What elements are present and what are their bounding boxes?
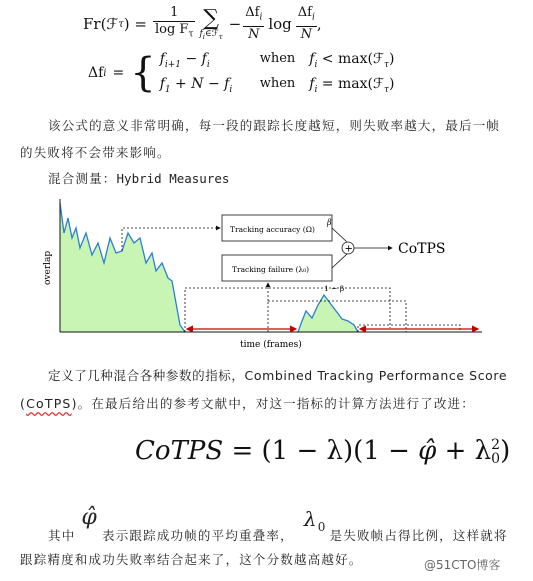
f1-frac1-num: 1 <box>153 5 195 22</box>
f2-cases <box>160 51 395 95</box>
overlap-area-1 <box>60 203 185 332</box>
f1-sum-sub-b: i <box>202 32 206 41</box>
f1-frac2-num-sub: i <box>259 12 263 23</box>
f2-case1-when: when <box>259 51 296 67</box>
f3-plus: + λ <box>436 436 492 466</box>
f1-frac1 <box>153 5 195 43</box>
f1-frac1-den-text: log F <box>154 22 189 38</box>
f1-sum-symbol: ∑ <box>203 5 219 31</box>
f2-c1-e1: f <box>159 51 165 68</box>
para3-end: 是失败帧占得比例，这样就将 <box>329 528 508 543</box>
failure-to-sum <box>332 253 348 268</box>
f2-c2-e1s: 1 <box>164 84 171 95</box>
f2-eq: = <box>112 65 125 81</box>
para2-line1: 定义了几种混合各种参数的指标，Combined Tracking Performance Score <box>48 368 508 383</box>
y-axis-label: overlap <box>43 250 53 285</box>
f1-frac2-den: N <box>248 26 260 42</box>
f1-sum-sub-c: ∈ℱ <box>205 28 219 39</box>
f2-case2 <box>160 76 395 95</box>
f1-sum-sub-a: f <box>199 28 203 39</box>
hybrid-heading-en: Hybrid Measures <box>116 171 230 186</box>
sum-node-plus: + <box>344 243 353 255</box>
f2-c2-c2s: τ <box>383 84 389 95</box>
f1-sum-sub-d: τ <box>218 32 223 41</box>
f2-c2-c1: f <box>309 76 315 92</box>
para3-line1 <box>20 500 530 544</box>
f1-frac3 <box>296 5 317 43</box>
f2-case1-cond <box>309 51 394 70</box>
f2-c1-e2s: i <box>206 60 210 70</box>
f2-case2-when: when <box>259 76 296 91</box>
para2-cotps-word: CoTPS <box>26 396 72 411</box>
f2-c1-c1s: i <box>314 60 318 70</box>
f1-frac3-num-text: Δf <box>297 5 312 21</box>
f1-frac2 <box>243 5 264 43</box>
para2-rest: )。在最后给出的参考文献中，对这一指标的计算方法进行了改进： <box>71 396 475 411</box>
f1-sum <box>199 5 223 41</box>
accuracy-to-sum <box>332 228 348 243</box>
hybrid-measures-heading <box>48 168 229 187</box>
f2-case2-expr <box>160 76 260 95</box>
f3-close: ) <box>500 436 511 466</box>
one-minus-beta-label: 1 − β <box>324 284 345 293</box>
hybrid-heading-cn: 混合测量： <box>48 171 117 186</box>
f2-c2-e2s: i <box>229 84 233 95</box>
f1-comma: , <box>316 15 322 33</box>
f2-case1-expr <box>160 51 260 70</box>
f3-lhs: CoTPS <box>135 436 224 466</box>
beta-label: β <box>327 218 332 227</box>
para1-line1: 该公式的意义非常明确，每一段的跟踪长度越短，则失败率越大，最后一帧 <box>48 118 501 133</box>
f1-lhs: Fr(ℱ <box>83 15 119 33</box>
f3-supsub <box>491 438 500 466</box>
f2-brace: { <box>130 50 156 96</box>
f1-log: log <box>268 15 292 33</box>
f2-case1 <box>160 51 395 70</box>
para3-lambda: λ <box>303 507 318 531</box>
f2-c2-e1: f <box>159 76 165 92</box>
f1-frac2-num-text: Δf <box>245 5 260 21</box>
box-tracking-accuracy-label: Tracking accuracy (Ω) <box>230 225 315 234</box>
para3-start: 其中 <box>48 528 76 543</box>
f2-c2-c1s: i <box>314 84 318 95</box>
para3-lambda-symbol <box>304 507 327 534</box>
f3-eq: = (1 − λ)(1 − <box>223 436 419 466</box>
para3-lambda-sub: 0 <box>317 520 327 534</box>
para3-phi-symbol: φ̂ <box>81 505 99 530</box>
f3-phi: φ̂ <box>418 436 437 466</box>
f2-c1-c1: f <box>309 51 315 68</box>
para3-line2: 跟踪精度和成功失败率结合起来了，这个分数越高越好。 <box>20 552 363 567</box>
f1-frac3-num <box>296 5 317 27</box>
f2-c1-c2s: τ <box>383 60 389 70</box>
para2-line2 <box>20 390 530 418</box>
para3-mid: 表示跟踪成功帧的平均重叠率， <box>102 528 294 543</box>
x-axis-label: time (frames) <box>240 340 302 350</box>
f3-sup: 2 <box>491 437 501 453</box>
watermark: @51CTO博客 <box>424 558 501 572</box>
f2-c1-c2: < max(ℱ <box>317 51 384 68</box>
f2-c1-e2: − f <box>181 51 207 68</box>
f1-frac2-num <box>243 5 264 27</box>
para2-open-paren: ( <box>20 396 27 411</box>
formula-delta-f <box>88 50 394 96</box>
f2-c1-e1s: i+1 <box>164 60 182 70</box>
f2-c2-e2: + N − f <box>170 76 230 92</box>
f1-frac3-num-sub: i <box>311 12 315 23</box>
f2-c2-c2: = max(ℱ <box>317 76 384 92</box>
f2-case2-cond <box>309 76 394 95</box>
hybrid-measures-diagram <box>30 193 500 353</box>
f2-c1-c3: ) <box>388 51 395 68</box>
f2-c2-c3: ) <box>388 76 395 92</box>
paragraph-fragmentation-explanation <box>20 112 520 166</box>
formula-fragmentation <box>83 2 322 46</box>
formula-cotps <box>135 436 510 466</box>
f1-sum-subscript <box>199 30 222 41</box>
f1-minus: − <box>228 15 242 33</box>
box-tracking-failure-label: Tracking failure (λ₀) <box>232 265 310 274</box>
f1-frac1-den-sub: τ <box>188 29 194 40</box>
f3-sub: 0 <box>491 451 501 467</box>
f1-lhs-close: ) = <box>123 15 147 33</box>
f1-frac1-den <box>153 22 195 43</box>
f1-lhs-sub: τ <box>118 18 124 30</box>
para1-line2: 的失败将不会带来影响。 <box>20 145 171 160</box>
f2-lhs: Δf <box>88 65 104 81</box>
f2-lhs-sub: i <box>103 67 107 79</box>
paragraph-cotps-definition <box>20 362 530 418</box>
f1-frac3-den: N <box>300 26 312 42</box>
output-label: CoTPS <box>398 241 446 257</box>
